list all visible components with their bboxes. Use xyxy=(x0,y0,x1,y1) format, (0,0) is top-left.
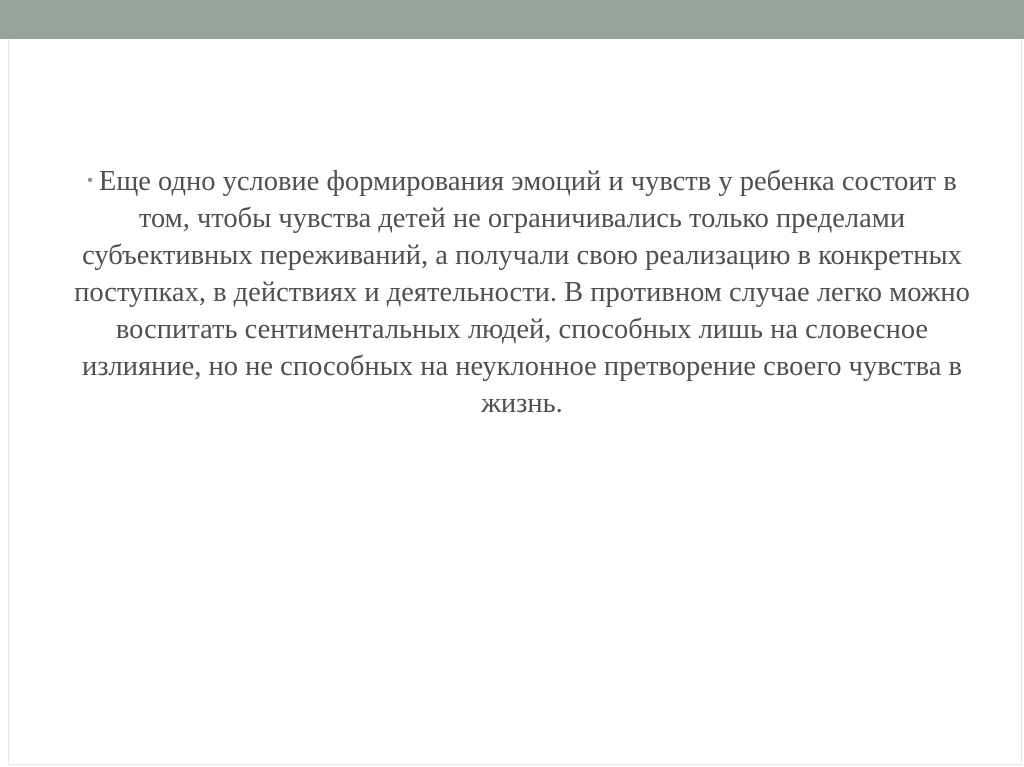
slide-content xyxy=(70,162,974,422)
bullet-text: Еще одно условие формирования эмоций и чувств у ребенка состоит в том, чтобы чувства детей не ограничивались только пределами субъективных переживаний, а получали свою реализацию в конкретных поступках, в действиях и деятельности. В противном случае легко можно воспитать сентиментальных людей, способных лишь на словесное излияние, но не способных на неуклонное претворение своего чувства в жизнь. xyxy=(74,166,970,419)
bullet-paragraph xyxy=(70,162,974,422)
top-accent-bar xyxy=(0,0,1024,39)
bullet-dot-icon: • xyxy=(87,172,93,189)
